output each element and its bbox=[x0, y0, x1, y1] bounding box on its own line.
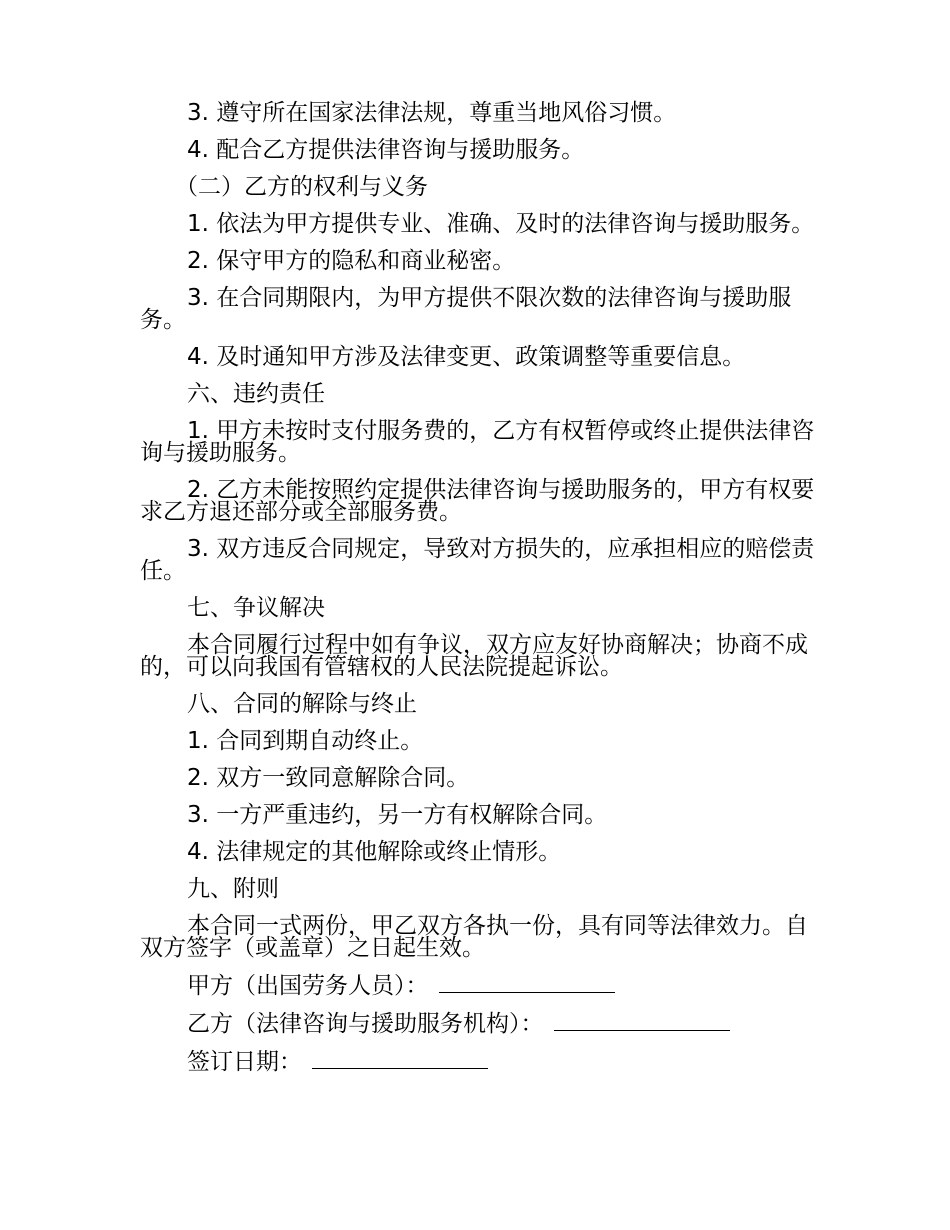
party-a-label: 甲方（出国劳务人员）： bbox=[187, 973, 429, 999]
clause-paragraph: 2. 保守甲方的隐私和商业秘密。 bbox=[187, 248, 516, 274]
clause-paragraph: 1. 甲方未按时支付服务费的，乙方有权暂停或终止提供法律咨询与援助服务。 bbox=[140, 418, 815, 466]
party-b-label: 乙方（法律咨询与援助服务机构）： bbox=[187, 1011, 544, 1037]
signing-date-blank bbox=[312, 1050, 488, 1069]
clause-paragraph: 3. 一方严重违约，另一方有权解除合同。 bbox=[187, 802, 608, 828]
section-heading: 七、争议解决 bbox=[187, 595, 325, 621]
clause-paragraph: 本合同履行过程中如有争议，双方应友好协商解决；协商不成的，可以向我国有管辖权的人民法院提起诉讼。 bbox=[140, 632, 808, 680]
clause-paragraph: 4. 配合乙方提供法律咨询与援助服务。 bbox=[187, 137, 585, 163]
section-heading: 九、附则 bbox=[187, 876, 279, 902]
party-a-blank bbox=[439, 974, 615, 993]
clause-paragraph: 2. 双方一致同意解除合同。 bbox=[187, 765, 470, 791]
clause-paragraph: 3. 遵守所在国家法律法规，尊重当地风俗习惯。 bbox=[187, 100, 677, 126]
section-heading: 六、违约责任 bbox=[187, 381, 325, 407]
clause-paragraph: 4. 及时通知甲方涉及法律变更、政策调整等重要信息。 bbox=[187, 344, 746, 370]
signing-date-label: 签订日期： bbox=[187, 1049, 302, 1075]
section-subheading: （二）乙方的权利与义务 bbox=[175, 174, 428, 200]
clause-paragraph: 3. 在合同期限内，为甲方提供不限次数的法律咨询与援助服务。 bbox=[140, 285, 792, 333]
party-b-blank bbox=[554, 1012, 730, 1031]
signing-date-line bbox=[140, 1050, 815, 1073]
section-heading: 八、合同的解除与终止 bbox=[187, 691, 417, 717]
party-b-signature-line bbox=[140, 1012, 815, 1035]
clause-paragraph: 1. 合同到期自动终止。 bbox=[187, 728, 424, 754]
clause-paragraph: 4. 法律规定的其他解除或终止情形。 bbox=[187, 839, 562, 865]
document-body bbox=[140, 102, 815, 1088]
clause-paragraph: 2. 乙方未能按照约定提供法律咨询与援助服务的，甲方有权要求乙方退还部分或全部服务费。 bbox=[140, 477, 815, 525]
clause-paragraph: 本合同一式两份，甲乙双方各执一份，具有同等法律效力。自双方签字（或盖章）之日起生效。 bbox=[140, 913, 808, 961]
party-a-signature-line bbox=[140, 974, 815, 997]
clause-paragraph: 3. 双方违反合同规定，导致对方损失的，应承担相应的赔偿责任。 bbox=[140, 536, 815, 584]
clause-paragraph: 1. 依法为甲方提供专业、准确、及时的法律咨询与援助服务。 bbox=[187, 211, 815, 237]
